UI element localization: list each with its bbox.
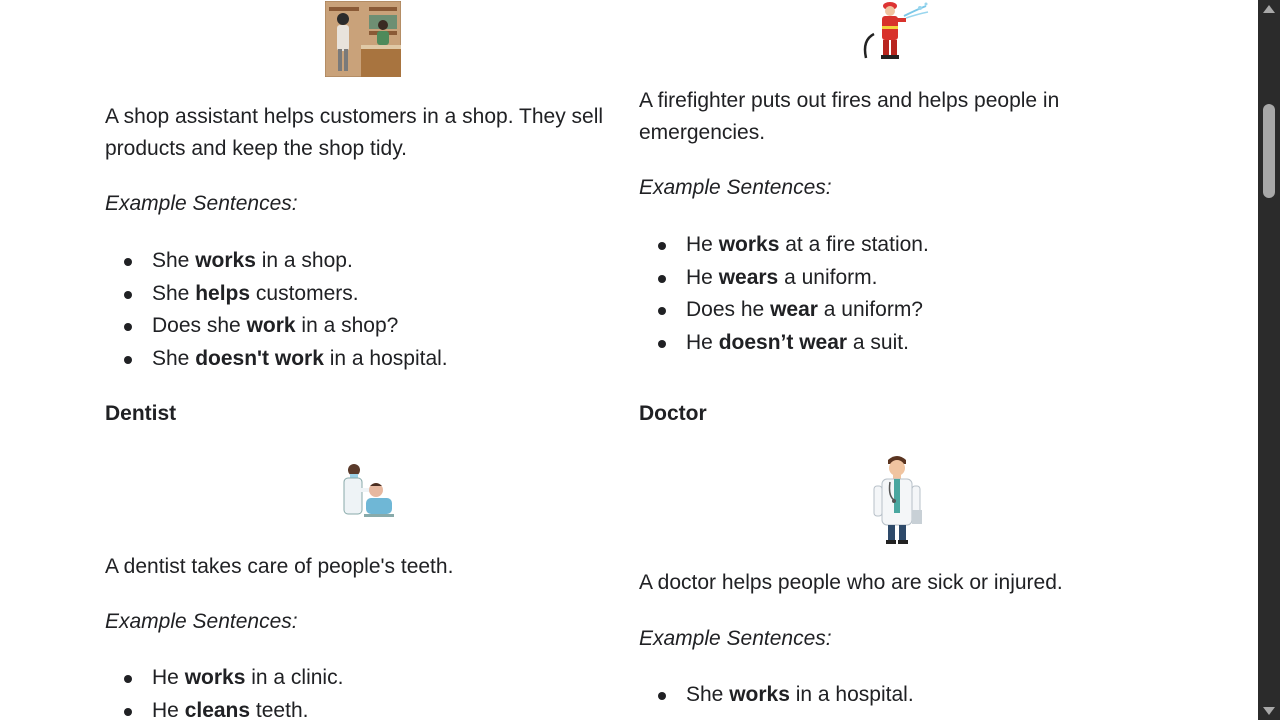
scroll-up-arrow-icon[interactable] xyxy=(1263,5,1275,13)
list-item: She works in a hospital. xyxy=(639,679,914,712)
dentist-heading: Dentist xyxy=(105,402,177,425)
list-item: She helps customers. xyxy=(105,278,448,311)
scroll-down-arrow-icon[interactable] xyxy=(1263,707,1275,715)
dentist-example-list xyxy=(105,662,343,720)
firefighter-description: A firefighter puts out fires and helps people in emergencies. xyxy=(639,89,1060,144)
list-item: He cleans teeth. xyxy=(105,695,343,720)
list-item: He works in a clinic. xyxy=(105,662,343,695)
scrollbar-thumb[interactable] xyxy=(1263,104,1275,198)
shop-assistant-description: A shop assistant helps customers in a shop. They sell products and keep the shop tidy. xyxy=(105,105,604,160)
doctor-description: A doctor helps people who are sick or injured. xyxy=(639,571,1063,594)
dentist-description: A dentist takes care of people's teeth. xyxy=(105,555,454,578)
firefighter-example-list xyxy=(639,229,929,359)
shop-assistant-example-label: Example Sentences: xyxy=(105,192,298,215)
vertical-scrollbar[interactable] xyxy=(1258,0,1280,720)
doctor-image xyxy=(868,452,926,546)
shop-assistant-example-list xyxy=(105,245,448,375)
firefighter-example-label: Example Sentences: xyxy=(639,176,832,199)
list-item: She works in a shop. xyxy=(105,245,448,278)
shop-assistant-image xyxy=(325,1,401,77)
doctor-heading: Doctor xyxy=(639,402,707,425)
list-item: Does he wear a uniform? xyxy=(639,294,929,327)
list-item: Does she work in a shop? xyxy=(105,310,448,343)
list-item: He wears a uniform. xyxy=(639,262,929,295)
dentist-image xyxy=(336,460,398,520)
firefighter-image xyxy=(860,0,930,62)
list-item: He works at a fire station. xyxy=(639,229,929,262)
doctor-example-list xyxy=(639,679,914,712)
dentist-example-label: Example Sentences: xyxy=(105,610,298,633)
doctor-example-label: Example Sentences: xyxy=(639,627,832,650)
list-item: He doesn’t wear a suit. xyxy=(639,327,929,360)
list-item: She doesn't work in a hospital. xyxy=(105,343,448,376)
